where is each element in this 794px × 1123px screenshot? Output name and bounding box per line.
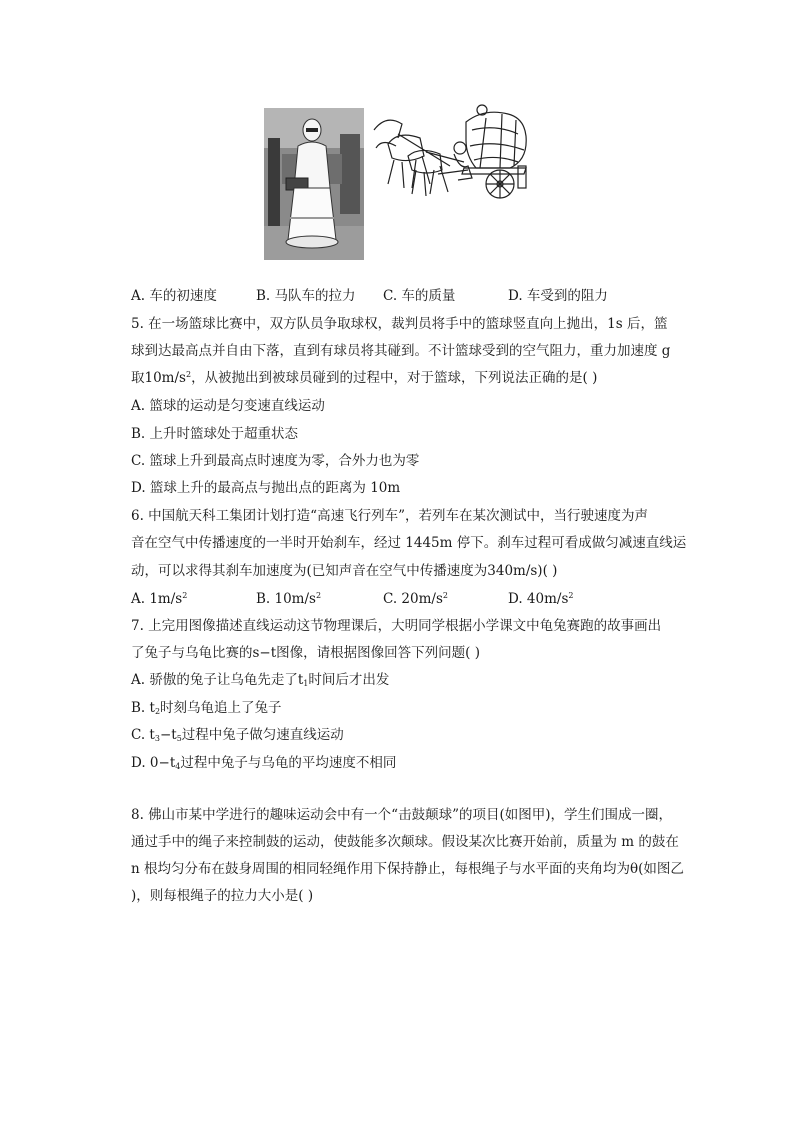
q5-option-a: A. 篮球的运动是匀变速直线运动 [131, 398, 325, 414]
q7-option-b: B. $t_2$时刻乌龟追上了兔子 [131, 700, 282, 716]
q6-stem-line-2: 音在空气中传播速度的一半时开始刹车，经过 1445m 停下。刹车过程可看成做匀减速直线运 [131, 535, 687, 551]
q4-option-b: B. 马队车的拉力 [256, 288, 356, 304]
q7-option-a: A. 骄傲的兔子让乌龟先走了$t_1$时间后才出发 [131, 672, 390, 688]
q5-stem-line-2: 球到达最高点并自由下落，直到有球员将其碰到。不计篮球受到的空气阻力，重力加速度 g [131, 343, 671, 359]
q8-stem-line-4: )，则每根绳子的拉力大小是( ) [131, 888, 314, 904]
horse-cart-drawing [368, 104, 536, 206]
question-4-figures [264, 104, 536, 260]
q7-stem-line-2: 了兔子与乌龟比赛的s−t图像，请根据图像回答下列问题( ) [131, 645, 480, 661]
q4-option-a: A. 车的初速度 [131, 288, 217, 304]
q6-option-c: C. $20m/s^2$ [383, 591, 448, 607]
q6-option-a: A. $1m/s^2$ [131, 591, 188, 607]
q8-stem-line-3: n 根均匀分布在鼓身周围的相同轻绳作用下保持静止，每根绳子与水平面的夹角均为θ(如图乙 [131, 861, 684, 877]
q6-stem-line-3: 动，可以求得其刹车加速度为(已知声音在空气中传播速度为340m/s)( ) [131, 563, 558, 579]
q6-option-d: D. $40m/s^2$ [508, 591, 574, 607]
q5-option-d: D. 篮球上升的最高点与抛出点的距离为 10m [131, 480, 401, 496]
q7-option-d: D. $0-t_4$过程中兔子与乌龟的平均速度不相同 [131, 755, 397, 771]
q8-stem-line-1: 8. 佛山市某中学进行的趣味运动会中有一个“击鼓颠球”的项目(如图甲)，学生们围成一圈， [131, 807, 673, 823]
q5-option-b: B. 上升时篮球处于超重状态 [131, 426, 299, 442]
q8-stem-line-2: 通过手中的绳子来控制鼓的运动，使鼓能多次颠球。假设某次比赛开始前，质量为 m 的鼓在 [131, 834, 679, 850]
q4-option-d: D. 车受到的阻力 [508, 288, 608, 304]
q5-stem-line-3: 取$10m/s^2$，从被抛出到被球员碰到的过程中，对于篮球，下列说法正确的是( ) [131, 370, 598, 386]
service-robot-photo [264, 108, 364, 260]
q6-stem-line-1: 6. 中国航天科工集团计划打造“高速飞行列车”，若列车在某次测试中，当行驶速度为声 [131, 508, 648, 524]
q7-stem-line-1: 7. 上完用图像描述直线运动这节物理课后，大明同学根据小学课文中龟兔赛跑的故事画出 [131, 618, 662, 634]
q4-option-c: C. 车的质量 [383, 288, 456, 304]
q6-option-b: B. $10m/s^2$ [256, 591, 322, 607]
q5-option-c: C. 篮球上升到最高点时速度为零，合外力也为零 [131, 453, 420, 469]
q7-option-c: C. $t_3-t_5$过程中兔子做匀速直线运动 [131, 727, 344, 743]
q5-stem-line-1: 5. 在一场篮球比赛中，双方队员争取球权，裁判员将手中的篮球竖直向上抛出，1s 后，篮 [131, 316, 668, 332]
